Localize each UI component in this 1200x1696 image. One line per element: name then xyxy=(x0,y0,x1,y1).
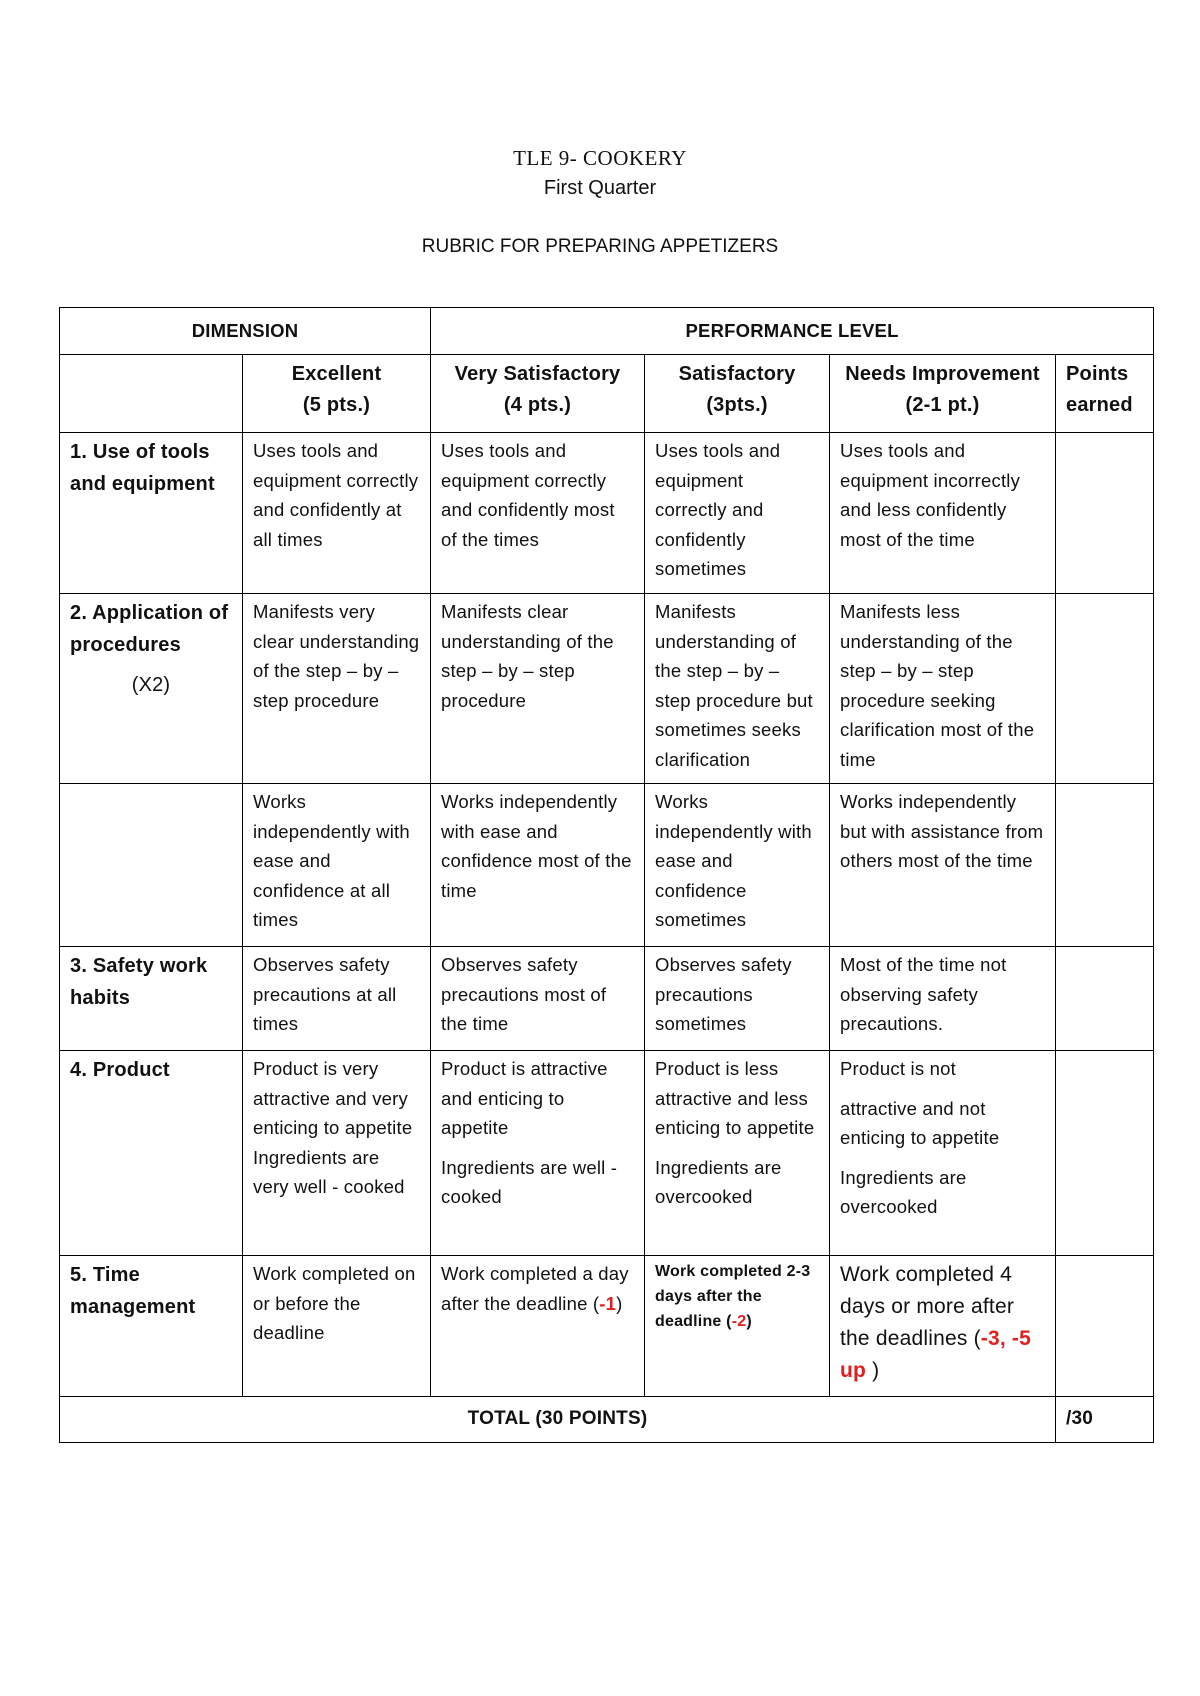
criterion-cell: Manifests understanding of the step – by – step procedure but sometimes seeks clarification xyxy=(645,594,830,784)
level-name: Excellent xyxy=(291,363,382,385)
criterion-cell xyxy=(431,1051,645,1256)
criterion-cell xyxy=(645,1051,830,1256)
criterion-cell: Uses tools and equipment correctly and confidently most of the times xyxy=(431,433,645,594)
level-points: (2-1 pt.) xyxy=(905,394,980,416)
level-needs-improvement xyxy=(830,355,1056,433)
level-satisfactory xyxy=(645,355,830,433)
level-points: (3pts.) xyxy=(706,394,768,416)
criterion-text: Product is not xyxy=(840,1058,956,1079)
level-points: (5 pts.) xyxy=(302,394,371,416)
criterion-text: Ingredients are overcooked xyxy=(840,1166,967,1217)
subject-title: TLE 9- COOKERY xyxy=(513,146,687,170)
performance-level-header: PERFORMANCE LEVEL xyxy=(431,308,1154,355)
level-excellent xyxy=(243,355,431,433)
criterion-text: Product is less attractive and less enticing to appetite xyxy=(655,1058,815,1138)
criterion-cell: Manifests less understanding of the step – by – step procedure seeking clarification most of the time xyxy=(830,594,1056,784)
criterion-cell xyxy=(830,1051,1056,1256)
points-earned-cell xyxy=(1056,1051,1154,1256)
table-row xyxy=(60,1051,1154,1256)
criterion-text: Ingredients are very well - cooked xyxy=(253,1146,405,1197)
total-points: /30 xyxy=(1056,1397,1154,1443)
criterion-cell xyxy=(243,1051,431,1256)
dimension-label: 1. Use of tools and equipment xyxy=(60,433,243,594)
criterion-text: Work completed 4 days or more after the deadlines ( xyxy=(840,1263,1015,1350)
rubric-title: RUBRIC FOR PREPARING APPETIZERS xyxy=(421,236,779,257)
criterion-cell: Works independently with ease and confidence most of the time xyxy=(431,784,645,947)
total-label: TOTAL (30 POINTS) xyxy=(60,1397,1056,1443)
dimension-label: 2. Application of procedures xyxy=(70,602,229,656)
criterion-cell xyxy=(830,1256,1056,1397)
points-earned-cell xyxy=(1056,594,1154,784)
criterion-cell: Uses tools and equipment incorrectly and less confidently most of the time xyxy=(830,433,1056,594)
criterion-cell: Observes safety precautions most of the time xyxy=(431,947,645,1051)
criterion-cell: Observes safety precautions sometimes xyxy=(645,947,830,1051)
deduction-value: -2 xyxy=(731,1313,747,1330)
criterion-cell: Observes safety precautions at all times xyxy=(243,947,431,1051)
points-earned-cell xyxy=(1056,433,1154,594)
table-row xyxy=(60,947,1154,1051)
criterion-cell: Uses tools and equipment correctly and confidently at all times xyxy=(243,433,431,594)
table-row xyxy=(60,433,1154,594)
table-header-row xyxy=(60,308,1154,355)
criterion-text: Ingredients are well - cooked xyxy=(441,1156,618,1207)
total-row xyxy=(60,1397,1154,1443)
criterion-cell xyxy=(243,1256,431,1397)
criterion-text: Ingredients are overcooked xyxy=(655,1156,782,1207)
criterion-text: Work completed 2-3 days after the deadline ( xyxy=(655,1263,811,1330)
criterion-text: Product is very attractive and very enticing to appetite xyxy=(253,1058,413,1138)
criterion-cell: Manifests clear understanding of the step – by – step procedure xyxy=(431,594,645,784)
deduction-value: -3, -5 up xyxy=(840,1327,1031,1382)
dimension-label: 5. Time management xyxy=(60,1256,243,1397)
criterion-cell: Works independently with ease and confidence sometimes xyxy=(645,784,830,947)
table-row xyxy=(60,1256,1154,1397)
points-earned-cell xyxy=(1056,947,1154,1051)
criterion-cell xyxy=(645,1256,830,1397)
criterion-text: ) xyxy=(616,1292,623,1314)
quarter-subtitle: First Quarter xyxy=(543,177,657,199)
rubric-table xyxy=(59,307,1154,1443)
blank-cell xyxy=(60,355,243,433)
deduction-value: -1 xyxy=(599,1292,617,1314)
criterion-text: Product is attractive and enticing to appetite xyxy=(441,1058,608,1138)
level-points: (4 pts.) xyxy=(503,394,572,416)
criterion-cell xyxy=(431,1256,645,1397)
criterion-cell: Manifests very clear understanding of the step – by – step procedure xyxy=(243,594,431,784)
dimension-label: 4. Product xyxy=(60,1051,243,1256)
criterion-text: Work completed a day after the deadline ( xyxy=(441,1263,629,1314)
level-very-satisfactory xyxy=(431,355,645,433)
criterion-cell: Uses tools and equipment correctly and confidently sometimes xyxy=(645,433,830,594)
table-row xyxy=(60,784,1154,947)
dimension-label: 3. Safety work habits xyxy=(60,947,243,1051)
levels-row xyxy=(60,355,1154,433)
criterion-text: ) xyxy=(866,1359,880,1382)
points-earned-cell xyxy=(1056,784,1154,947)
criterion-text: ) xyxy=(746,1313,752,1330)
criterion-cell: Most of the time not observing safety precautions. xyxy=(830,947,1056,1051)
dimension-header: DIMENSION xyxy=(60,308,431,355)
criterion-cell: Works independently with ease and confidence at all times xyxy=(243,784,431,947)
level-name: Very Satisfactory xyxy=(454,363,621,385)
dimension-label xyxy=(60,784,243,947)
table-row xyxy=(60,594,1154,784)
points-earned-cell xyxy=(1056,1256,1154,1397)
points-earned-header: Points earned xyxy=(1056,355,1154,433)
level-name: Needs Improvement xyxy=(845,363,1040,385)
criterion-text: Work completed on or before the deadline xyxy=(253,1263,416,1343)
criterion-cell: Works independently but with assistance from others most of the time xyxy=(830,784,1056,947)
criterion-text: attractive and not enticing to appetite xyxy=(840,1097,1000,1148)
level-name: Satisfactory xyxy=(678,363,796,385)
dimension-cell xyxy=(60,594,243,784)
dimension-multiplier: (X2) xyxy=(131,674,171,696)
